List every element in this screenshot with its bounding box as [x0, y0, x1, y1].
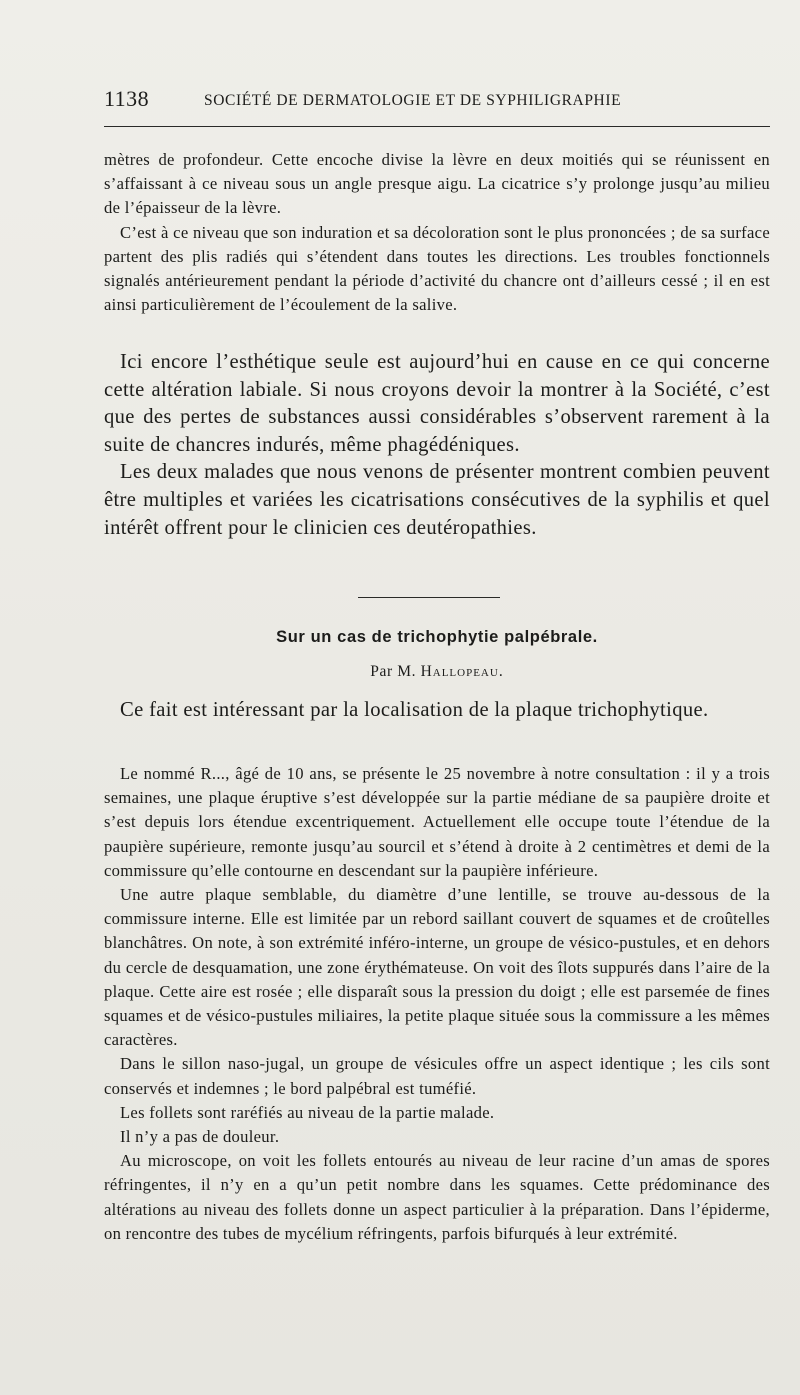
author-name: Hallopeau. [420, 663, 504, 680]
intro-paragraph: C’est à ce niveau que son induration et sa décoloration sont le plus prononcées ; de sa surface partent des plis radiés qui s’étendent dans toutes les directions. Les troubles fonctionnels signalés antérieurement pendant la période d’activité du chancre ont d’ailleurs cessé ; il en est ainsi particulièrement de l’écoulement de la salive. [104, 222, 770, 315]
article-lead [104, 697, 770, 725]
running-title: SOCIÉTÉ DE DERMATOLOGIE ET DE SYPHILIGRAPHIE [204, 92, 622, 109]
header-rule [104, 126, 770, 127]
body-paragraph: Les follets sont raréfiés au niveau de la partie malade. [120, 1102, 495, 1122]
page-number: 1138 [104, 86, 150, 111]
intro-section [104, 148, 770, 317]
body-paragraph: Dans le sillon naso-jugal, un groupe de vésicules offre un aspect identique ; les cils sont conservés et indemnes ; le bord palpébral est tuméfié. [104, 1054, 770, 1098]
body-paragraph: Une autre plaque semblable, du diamètre d’une lentille, se trouve au-dessous de la commissure interne. Elle est limitée par un rebord saillant couvert de squames et de croûtelles blanchâtres. On note, à son extrémité inféro-interne, un groupe de vésico-pustules, et en dehors du cercle de desquamation, une zone érythémateuse. On voit des îlots suppurés dans l’aire de la plaque. Cette aire est rosée ; elle disparaît sous la pression du doigt ; elle est parsemée de fines squames et de vésico-pustules miliaires, la petite plaque située sous la commissure a les mêmes caractères. [104, 885, 770, 1050]
section-separator [358, 597, 500, 598]
body-paragraph: Au microscope, on voit les follets entourés au niveau de leur racine d’un amas de spores réfringentes, il n’y en a qu’un petit nombre dans les squames. Cette prédominance des altérations au niveau des follets donne un aspect particulier à la préparation. Dans l’épiderme, on rencontre des tubes de mycélium réfringents, parfois bifurqués à leur extrémité. [104, 1151, 770, 1243]
article-body [104, 762, 770, 1246]
lead-paragraph: Ce fait est intéressant par la localisation de la plaque trichophytique. [120, 699, 709, 721]
conclusion-section [104, 349, 770, 542]
page-header [104, 86, 770, 116]
body-paragraph: Le nommé R..., âgé de 10 ans, se présente le 25 novembre à notre consultation : il y a trois semaines, une plaque éruptive s’est développée sur la partie médiane de sa paupière droite et s’est depuis lors étendue excentriquement. Actuellement elle occupe toute l’étendue de la paupière supérieure, remonte jusqu’au sourcil et s’étend à droite à 2 centimètres et demi de la commissure qu’elle contourne en descendant sur la paupière inférieure. [104, 764, 770, 880]
body-paragraph: Il n’y a pas de douleur. [120, 1127, 280, 1147]
conclusion-paragraph: Ici encore l’esthétique seule est aujourd’hui en cause en ce qui concerne cette altération labiale. Si nous croyons devoir la montrer à la Société, c’est que des pertes de substances aussi considérables s’observent rarement à la suite de chancres indurés, même phagédéniques. [104, 351, 770, 456]
article-title: Sur un cas de trichophytie palpébrale. [276, 628, 598, 646]
intro-paragraph-continued: mètres de profondeur. Cette encoche divise la lèvre en deux moitiés qui se réunissent en s’affaissant à ce niveau sous un angle presque aigu. La cicatrice s’y prolonge jusqu’au milieu de l’épaisseur de la lèvre. [104, 150, 770, 218]
byline-prefix: Par M. [370, 663, 417, 680]
conclusion-paragraph: Les deux malades que nous venons de présenter montrent combien peuvent être multiples et variées les cicatrisations consécutives de la syphilis et quel intérêt offrent pour le clinicien ces deutéropathies. [104, 461, 770, 539]
byline [104, 663, 770, 681]
